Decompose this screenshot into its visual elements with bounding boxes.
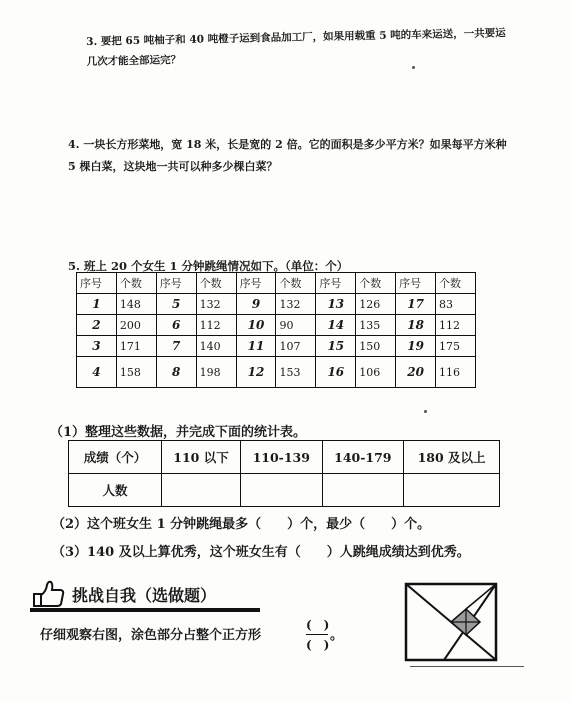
table-header-row — [77, 273, 476, 294]
value-cell: 132 — [276, 294, 316, 315]
index-cell: 15 — [316, 336, 356, 357]
index-cell: 2 — [77, 315, 117, 336]
header-cell: 序号 — [156, 273, 196, 294]
index-cell: 19 — [396, 336, 436, 357]
value-cell: 83 — [436, 294, 476, 315]
table-row — [77, 315, 476, 336]
question-5-title: 5. 班上 20 个女生 1 分钟跳绳情况如下。（单位：个） — [68, 259, 349, 273]
index-cell: 16 — [316, 357, 356, 388]
challenge-title: 挑战自我（选做题） — [72, 585, 217, 605]
answer-cell[interactable] — [240, 474, 322, 507]
index-cell: 7 — [156, 336, 196, 357]
value-cell: 126 — [356, 294, 396, 315]
answer-cell[interactable] — [162, 474, 241, 507]
value-cell: 150 — [356, 336, 396, 357]
jump-rope-data-table — [76, 272, 476, 388]
value-cell: 198 — [196, 357, 236, 388]
observe-prompt: 仔细观察右图，涂色部分占整个正方形 — [40, 628, 262, 643]
index-cell: 18 — [396, 315, 436, 336]
table-row — [77, 336, 476, 357]
header-cell: 个数 — [276, 273, 316, 294]
page-divider — [410, 666, 524, 667]
stat-header-cell: 110 以下 — [162, 441, 241, 474]
index-cell: 17 — [396, 294, 436, 315]
value-cell: 140 — [196, 336, 236, 357]
header-cell: 个数 — [436, 273, 476, 294]
header-cell: 个数 — [196, 273, 236, 294]
print-speck — [412, 66, 415, 69]
table-row — [77, 294, 476, 315]
index-cell: 5 — [156, 294, 196, 315]
value-cell: 132 — [196, 294, 236, 315]
stat-header-cell: 180 及以上 — [404, 441, 500, 474]
value-cell: 158 — [116, 357, 156, 388]
value-cell: 148 — [116, 294, 156, 315]
value-cell: 116 — [436, 357, 476, 388]
index-cell: 14 — [316, 315, 356, 336]
header-cell: 序号 — [316, 273, 356, 294]
header-cell: 序号 — [236, 273, 276, 294]
stat-row-label: 人数 — [69, 474, 162, 507]
index-cell: 1 — [77, 294, 117, 315]
challenge-heading — [32, 580, 216, 608]
header-cell: 序号 — [396, 273, 436, 294]
index-cell: 9 — [236, 294, 276, 315]
value-cell: 175 — [436, 336, 476, 357]
value-cell: 153 — [276, 357, 316, 388]
header-cell: 个数 — [116, 273, 156, 294]
fraction-denominator: ( ) — [306, 638, 330, 652]
stat-header-cell: 110-139 — [240, 441, 322, 474]
table-row — [69, 474, 500, 507]
header-cell: 个数 — [356, 273, 396, 294]
index-cell: 13 — [316, 294, 356, 315]
value-cell: 112 — [196, 315, 236, 336]
statistics-table — [68, 440, 500, 507]
heading-underline — [30, 608, 260, 612]
header-cell: 序号 — [77, 273, 117, 294]
index-cell: 6 — [156, 315, 196, 336]
value-cell: 200 — [116, 315, 156, 336]
fraction-numerator: ( ) — [306, 618, 330, 632]
index-cell: 8 — [156, 357, 196, 388]
part-3-prompt: （3）140 及以上算优秀，这个班女生有（ ）人跳绳成绩达到优秀。 — [52, 545, 470, 560]
value-cell: 107 — [276, 336, 316, 357]
index-cell: 4 — [77, 357, 117, 388]
answer-cell[interactable] — [404, 474, 500, 507]
part-1-prompt: （1）整理这些数据，并完成下面的统计表。 — [50, 425, 307, 440]
index-cell: 3 — [77, 336, 117, 357]
fraction-bar — [306, 634, 328, 635]
index-cell: 10 — [236, 315, 276, 336]
stat-header-cell: 成绩（个） — [69, 441, 162, 474]
part-2-prompt: （2）这个班女生 1 分钟跳绳最多（ ）个，最少（ ）个。 — [52, 517, 431, 532]
table-row — [77, 357, 476, 388]
stat-header-cell: 140-179 — [322, 441, 404, 474]
thumbs-up-icon — [32, 580, 66, 608]
index-cell: 12 — [236, 357, 276, 388]
square-diagram — [404, 582, 498, 662]
value-cell: 90 — [276, 315, 316, 336]
print-speck — [424, 410, 427, 413]
value-cell: 171 — [116, 336, 156, 357]
question-3: 3. 要把 65 吨柚子和 40 吨橙子运到食品加工厂，如果用载重 5 吨的车来运送，一共要运几次才能全部运完？ — [86, 27, 506, 68]
value-cell: 135 — [356, 315, 396, 336]
index-cell: 11 — [236, 336, 276, 357]
answer-fraction[interactable] — [306, 616, 329, 653]
index-cell: 20 — [396, 357, 436, 388]
value-cell: 112 — [436, 315, 476, 336]
answer-cell[interactable] — [322, 474, 404, 507]
value-cell: 106 — [356, 357, 396, 388]
table-row — [69, 441, 500, 474]
sentence-end: 。 — [330, 628, 344, 643]
question-4: 4. 一块长方形菜地，宽 18 米，长是宽的 2 倍。它的面积是多少平方米？如果每平方米种 5 棵白菜，这块地一共可以种多少棵白菜？ — [68, 138, 507, 173]
